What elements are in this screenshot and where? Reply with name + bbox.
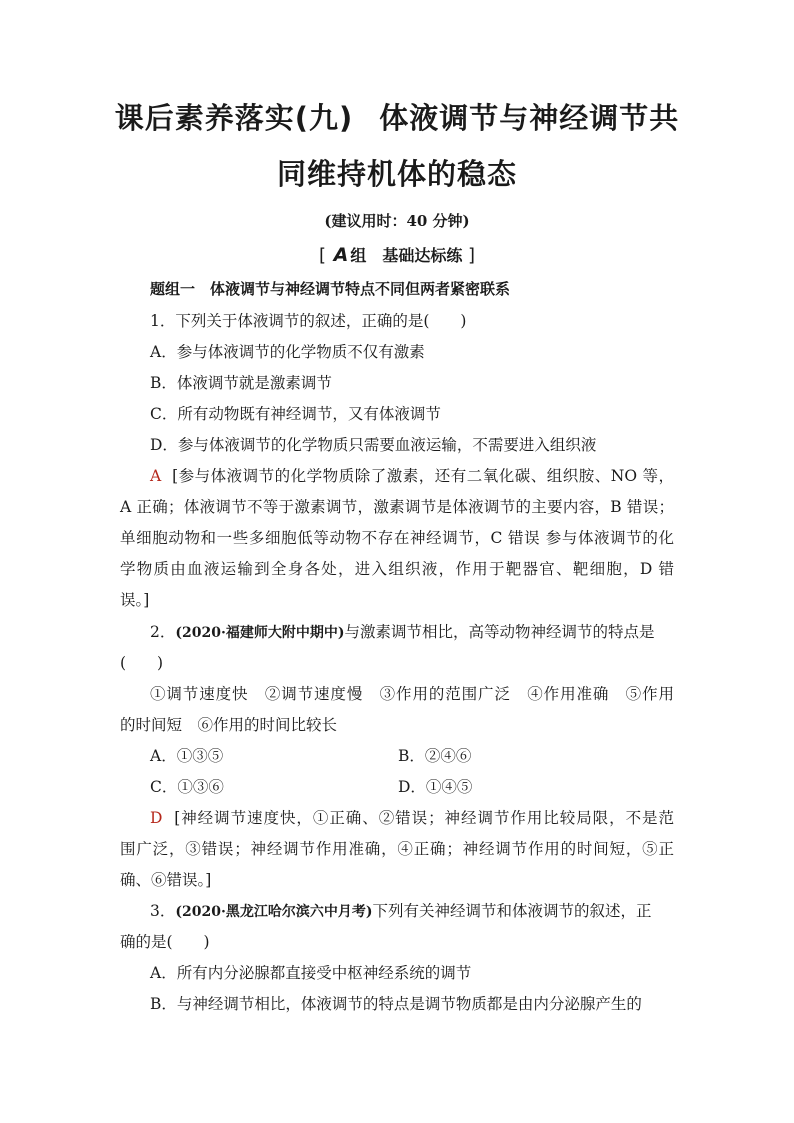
q2-stem-tail: ( ) <box>120 654 164 672</box>
q1-stem: 1．下列关于体液调节的叙述，正确的是( ) <box>150 312 467 330</box>
q2-option-c: C．①③⑥ <box>150 778 224 796</box>
q2-items-line-2: 的时间短 ⑥作用的时间比较长 <box>120 716 338 734</box>
q1-answer: A <box>150 467 162 485</box>
q2-option-a: A．①③⑤ <box>150 747 224 765</box>
q2-stem-text: 与激素调节相比，高等动物神经调节的特点是 <box>344 623 655 641</box>
q1-option-d: D．参与体液调节的化学物质只需要血液运输，不需要进入组织液 <box>150 436 597 454</box>
title-line-1 <box>100 96 694 137</box>
q2-explain-line-2: 围广泛，③错误；神经调节作用准确，④正确；神经调节作用的时间短，⑤正 <box>120 840 674 858</box>
q1-explain-line-2: A 正确；体液调节不等于激素调节，激素调节是体液调节的主要内容，B 错误； <box>120 498 674 516</box>
q1-explain-line-1 <box>150 466 674 486</box>
title-line-2: 同维持机体的稳态 <box>276 157 517 191</box>
bracket-open: [ <box>319 245 327 266</box>
q3-option-b: B．与神经调节相比，体液调节的特点是调节物质都是由内分泌腺产生的 <box>150 995 642 1013</box>
q2-answer: D <box>150 809 163 827</box>
q2-number: 2． <box>150 623 176 641</box>
title-part-b: 体液调节与神经调节共 <box>379 101 680 135</box>
q1-explain-line-3: 单细胞动物和一些多细胞低等动物不存在神经调节，C 错误 参与体液调节的化 <box>120 529 674 547</box>
q2-option-d: D．①④⑤ <box>398 778 473 796</box>
q3-source: (2020·黑龙江哈尔滨六中月考) <box>175 904 373 920</box>
q1-explain-line-5: 误。] <box>120 591 150 609</box>
q3-stem-text: 下列有关神经调节和体液调节的叙述，正 <box>372 902 652 920</box>
q2-option-b: B．②④⑥ <box>398 747 472 765</box>
q2-explain-line-3: 确、⑥错误。] <box>120 871 212 889</box>
time-hint: (建议用时：40 分钟) <box>324 212 470 230</box>
q1-option-c: C．所有动物既有神经调节，又有体液调节 <box>150 405 441 423</box>
q3-option-a: A．所有内分泌腺都直接受中枢神经系统的调节 <box>150 964 472 982</box>
q2-items-line-1: ①调节速度快 ②调节速度慢 ③作用的范围广泛 ④作用准确 ⑤作用 <box>150 685 674 703</box>
group-letter: A <box>333 244 349 266</box>
group-label: 组 基础达标练 <box>350 246 463 265</box>
q1-explain-line-4: 学物质由血液运输到全身各处，进入组织液，作用于靶器官、靶细胞，D 错 <box>120 560 674 578</box>
q1-explain-text-1: [参与体液调节的化学物质除了激素，还有二氧化碳、组织胺、NO 等， <box>172 467 675 485</box>
q2-source: (2020·福建师大附中期中) <box>175 625 345 641</box>
q3-number: 3． <box>150 902 176 920</box>
q2-explain-text-1: [神经调节速度快，①正确、②错误；神经调节作用比较局限，不是范 <box>174 809 674 827</box>
bracket-close: ] <box>467 245 475 266</box>
topic-heading: 题组一 体液调节与神经调节特点不同但两者紧密联系 <box>150 280 511 298</box>
q1-option-b: B．体液调节就是激素调节 <box>150 374 332 392</box>
q3-stem-tail: 确的是( ) <box>120 933 210 951</box>
q1-option-a: A．参与体液调节的化学物质不仅有激素 <box>150 343 425 361</box>
q2-stem <box>150 622 654 643</box>
q2-explain-line-1 <box>150 808 674 828</box>
q3-stem <box>150 901 651 922</box>
title-part-a: 课后素养落实(九) <box>114 101 354 135</box>
group-header <box>0 243 794 266</box>
